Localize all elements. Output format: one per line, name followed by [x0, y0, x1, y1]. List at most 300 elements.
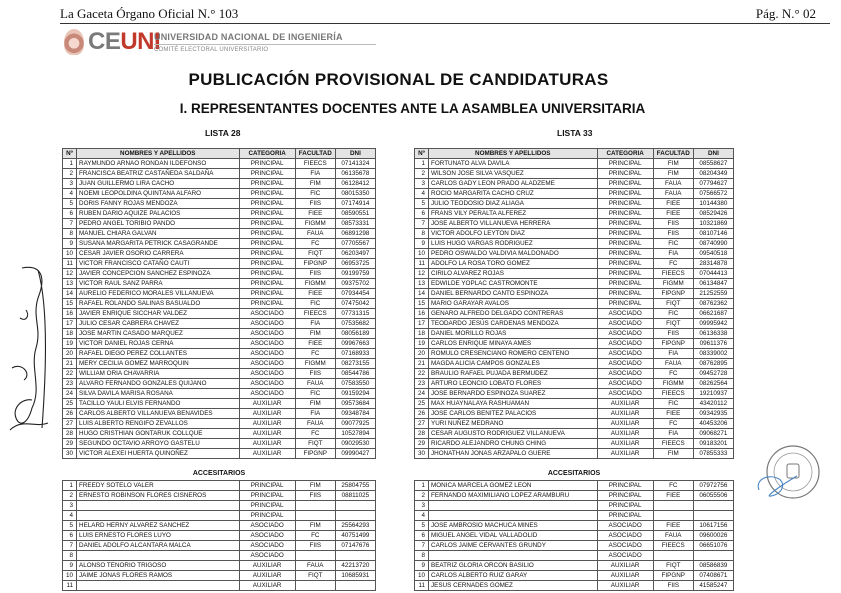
- candidate-name: JULIO CESAR CABRERA CHAVEZ: [77, 319, 240, 329]
- row-number: 16: [415, 309, 429, 319]
- faculty: FIEE: [653, 209, 693, 219]
- dni: 09375702: [335, 279, 375, 289]
- category: ASOCIADO: [239, 531, 295, 541]
- row-number: 14: [415, 289, 429, 299]
- faculty: FC: [653, 419, 693, 429]
- candidate-name: MANUEL CHIARA GALVAN: [77, 229, 240, 239]
- table-row: [415, 189, 734, 199]
- category: PRINCIPAL: [239, 299, 295, 309]
- dni: 08573331: [335, 219, 375, 229]
- table-row: [415, 159, 734, 169]
- candidate-name: FORTUNATO ALVA DAVILA: [429, 159, 598, 169]
- faculty: [653, 551, 693, 561]
- faculty: FIIS: [295, 369, 335, 379]
- category: ASOCIADO: [239, 309, 295, 319]
- dni: 07535682: [335, 319, 375, 329]
- candidate-name: JAVIER CONCEPCION SANCHEZ ESPINOZA: [77, 269, 240, 279]
- category: AUXILIAR: [239, 439, 295, 449]
- faculty: FIPGNP: [653, 571, 693, 581]
- dni: 40453206: [693, 419, 733, 429]
- table-row: [415, 279, 734, 289]
- category: ASOCIADO: [597, 541, 653, 551]
- candidate-name: LUIS ALBERTO RENGIFO ZEVALLOS: [77, 419, 240, 429]
- row-number: 5: [63, 521, 77, 531]
- candidate-name: RAFAEL DIEGO PEREZ COLLANTES: [77, 349, 240, 359]
- candidate-name: HUGO CRISTHIAN GONTARUK COLLQUE: [77, 429, 240, 439]
- dni: 08586839: [693, 561, 733, 571]
- dni: 09990427: [335, 449, 375, 459]
- faculty: FIPGNP: [295, 259, 335, 269]
- faculty: FIIS: [295, 491, 335, 501]
- row-number: 3: [415, 501, 429, 511]
- candidate-name: CESAR JAVIER OSORIO CARRERA: [77, 249, 240, 259]
- faculty: [653, 501, 693, 511]
- logo-wordmark: [88, 28, 160, 56]
- dni: [335, 501, 375, 511]
- dni: 43420112: [693, 399, 733, 409]
- faculty: FIC: [653, 399, 693, 409]
- dni: 10144380: [693, 199, 733, 209]
- row-number: 3: [415, 179, 429, 189]
- table-row: [415, 229, 734, 239]
- row-number: 18: [63, 329, 77, 339]
- faculty: FIEE: [653, 521, 693, 531]
- table-row: [63, 329, 376, 339]
- row-number: 9: [415, 239, 429, 249]
- faculty: FC: [653, 481, 693, 491]
- candidate-name: [77, 501, 240, 511]
- dni: [693, 501, 733, 511]
- dni: 10321869: [693, 219, 733, 229]
- ceuni-logo: [64, 28, 384, 58]
- candidate-name: CESAR AUGUSTO RODRIGUEZ VILLANUEVA: [429, 429, 598, 439]
- faculty: FIEECS: [295, 159, 335, 169]
- table-row: [415, 389, 734, 399]
- table-row: [415, 289, 734, 299]
- row-number: 7: [63, 219, 77, 229]
- candidate-name: ERNESTO ROBINSON FLORES CISNEROS: [77, 491, 240, 501]
- faculty: FIEE: [653, 199, 693, 209]
- faculty: FIQT: [295, 249, 335, 259]
- table-row: [415, 349, 734, 359]
- category: ASOCIADO: [597, 309, 653, 319]
- row-number: 7: [415, 219, 429, 229]
- list-label-28: LISTA 28: [205, 128, 241, 138]
- category: PRINCIPAL: [597, 179, 653, 189]
- row-number: 6: [415, 531, 429, 541]
- faculty: FIPGNP: [653, 339, 693, 349]
- faculty: FIA: [295, 409, 335, 419]
- table-row: [63, 269, 376, 279]
- category: AUXILIAR: [597, 581, 653, 591]
- dni: 41585247: [693, 581, 733, 591]
- category: PRINCIPAL: [597, 269, 653, 279]
- table-row: [415, 259, 734, 269]
- column-header: NOMBRES Y APELLIDOS: [77, 149, 240, 159]
- table-row: [415, 541, 734, 551]
- row-number: 7: [63, 541, 77, 551]
- candidate-name: MERY CECILIA GOMEZ MARROQUIN: [77, 359, 240, 369]
- dni: 08107146: [693, 229, 733, 239]
- dni: 09068271: [693, 429, 733, 439]
- dni: 42213720: [335, 561, 375, 571]
- dni: 08339002: [693, 349, 733, 359]
- faculty: FIEE: [295, 209, 335, 219]
- table-row: [415, 249, 734, 259]
- category: AUXILIAR: [239, 429, 295, 439]
- list-label-33: LISTA 33: [557, 128, 593, 138]
- category: PRINCIPAL: [239, 219, 295, 229]
- table-row: [415, 449, 734, 459]
- candidate-name: [429, 511, 598, 521]
- page-number: Pág. N.° 02: [755, 6, 816, 21]
- table-row: [63, 439, 376, 449]
- faculty: FIGMM: [653, 379, 693, 389]
- faculty: FIEECS: [653, 389, 693, 399]
- candidate-name: TACILLO YAULI ELVIS FERNANDO: [77, 399, 240, 409]
- table-row: [415, 551, 734, 561]
- category: ASOCIADO: [597, 379, 653, 389]
- dni: 09159294: [335, 389, 375, 399]
- category: ASOCIADO: [239, 521, 295, 531]
- candidate-name: WILSON JOSE SILVA VASQUEZ: [429, 169, 598, 179]
- row-number: 22: [415, 369, 429, 379]
- dni: 09540518: [693, 249, 733, 259]
- dni: 06621687: [693, 309, 733, 319]
- faculty: FIA: [653, 429, 693, 439]
- dni: [693, 511, 733, 521]
- dni: 08762362: [693, 299, 733, 309]
- row-number: 5: [415, 199, 429, 209]
- faculty: FIM: [653, 169, 693, 179]
- table-row: [415, 511, 734, 521]
- table-row: [63, 249, 376, 259]
- faculty: FIQT: [653, 319, 693, 329]
- table-row: [63, 219, 376, 229]
- table-row: [415, 521, 734, 531]
- row-number: 10: [415, 571, 429, 581]
- handwritten-signature-icon: [2, 258, 58, 438]
- university-seal-icon: [64, 29, 84, 55]
- table-row: [415, 209, 734, 219]
- category: PRINCIPAL: [597, 189, 653, 199]
- dni: [335, 551, 375, 561]
- dni: 08558627: [693, 159, 733, 169]
- category: AUXILIAR: [597, 561, 653, 571]
- dni: 09611376: [693, 339, 733, 349]
- dni: 09183201: [693, 439, 733, 449]
- table-row: [415, 359, 734, 369]
- column-header: DNI: [693, 149, 733, 159]
- dni: 07168933: [335, 349, 375, 359]
- category: PRINCIPAL: [597, 219, 653, 229]
- faculty: FIC: [295, 299, 335, 309]
- faculty: FAUA: [295, 379, 335, 389]
- candidate-name: GENARO ALFREDO DELGADO CONTRERAS: [429, 309, 598, 319]
- row-number: 21: [63, 359, 77, 369]
- candidate-name: MAX HUAYNALAYA RASHUAMAN: [429, 399, 598, 409]
- candidate-name: FRANCISCA BEATRIZ CASTAÑEDA SALDAÑA: [77, 169, 240, 179]
- row-number: 8: [63, 229, 77, 239]
- candidate-name: VICTOR RAUL SANZ PARRA: [77, 279, 240, 289]
- column-header: Nº: [63, 149, 77, 159]
- category: PRINCIPAL: [239, 501, 295, 511]
- candidate-name: MIGUEL ANGEL VIDAL VALLADOLID: [429, 531, 598, 541]
- category: PRINCIPAL: [239, 159, 295, 169]
- category: PRINCIPAL: [597, 491, 653, 501]
- candidate-name: [77, 551, 240, 561]
- dni: 07855333: [693, 449, 733, 459]
- category: PRINCIPAL: [239, 169, 295, 179]
- candidate-name: CARLOS JAIME CERVANTES GRUNDY: [429, 541, 598, 551]
- candidate-name: PEDRO ANGEL TORIBIO PANDO: [77, 219, 240, 229]
- table-row: [415, 501, 734, 511]
- candidate-name: JOSE CARLOS BENITEZ PALACIOS: [429, 409, 598, 419]
- candidate-name: FERNANDO MAXIMILIANO LOPEZ ARAMBURU: [429, 491, 598, 501]
- category: AUXILIAR: [597, 399, 653, 409]
- category: ASOCIADO: [597, 349, 653, 359]
- faculty: FIPGNP: [653, 289, 693, 299]
- candidate-name: TEODARDO JESÚS CARDENAS MENDOZA: [429, 319, 598, 329]
- category: PRINCIPAL: [597, 249, 653, 259]
- table-row: [63, 429, 376, 439]
- row-number: 30: [63, 449, 77, 459]
- faculty: FIIS: [653, 581, 693, 591]
- category: PRINCIPAL: [597, 511, 653, 521]
- dni: 06135678: [335, 169, 375, 179]
- row-number: 5: [415, 521, 429, 531]
- row-number: 6: [63, 531, 77, 541]
- candidate-name: ROCIO MARGARITA CACHO CRUZ: [429, 189, 598, 199]
- category: PRINCIPAL: [239, 289, 295, 299]
- faculty: FIIS: [295, 541, 335, 551]
- category: ASOCIADO: [239, 339, 295, 349]
- category: AUXILIAR: [597, 419, 653, 429]
- faculty: FIM: [295, 521, 335, 531]
- category: PRINCIPAL: [597, 259, 653, 269]
- dni: 06953725: [335, 259, 375, 269]
- dni: 07705567: [335, 239, 375, 249]
- column-header: CATEGORIA: [239, 149, 295, 159]
- row-number: 16: [63, 309, 77, 319]
- faculty: FIC: [295, 189, 335, 199]
- table-row: [63, 169, 376, 179]
- row-number: 18: [415, 329, 429, 339]
- table-lista-28-titulares: [62, 148, 376, 459]
- row-number: 2: [63, 169, 77, 179]
- row-number: 23: [415, 379, 429, 389]
- category: ASOCIADO: [239, 541, 295, 551]
- row-number: 1: [63, 481, 77, 491]
- dni: 08015350: [335, 189, 375, 199]
- dni: 08811025: [335, 491, 375, 501]
- row-number: 27: [63, 419, 77, 429]
- faculty: FC: [295, 349, 335, 359]
- candidate-name: MARIO GARAYAR AVALOS: [429, 299, 598, 309]
- row-number: 11: [415, 581, 429, 591]
- faculty: FIM: [653, 159, 693, 169]
- faculty: FIQT: [295, 571, 335, 581]
- row-number: 25: [63, 399, 77, 409]
- candidate-name: DANIEL ADOLFO ALCANTARA MALCA: [77, 541, 240, 551]
- candidate-name: JULIO TEODOSIO DIAZ ALIAGA: [429, 199, 598, 209]
- category: PRINCIPAL: [597, 501, 653, 511]
- table-row: [415, 269, 734, 279]
- row-number: 8: [415, 551, 429, 561]
- table-row: [415, 369, 734, 379]
- category: PRINCIPAL: [239, 249, 295, 259]
- candidate-name: JOSE AMBROSIO MACHUCA MINES: [429, 521, 598, 531]
- category: PRINCIPAL: [597, 289, 653, 299]
- dni: 10527894: [335, 429, 375, 439]
- table-row: [415, 379, 734, 389]
- row-number: 11: [63, 581, 77, 591]
- row-number: 2: [415, 491, 429, 501]
- category: ASOCIADO: [597, 319, 653, 329]
- faculty: FIIS: [653, 229, 693, 239]
- table-row: [415, 429, 734, 439]
- table-row: [63, 399, 376, 409]
- category: ASOCIADO: [597, 521, 653, 531]
- category: AUXILIAR: [239, 571, 295, 581]
- table-row: [415, 409, 734, 419]
- table-row: [415, 561, 734, 571]
- category: PRINCIPAL: [239, 279, 295, 289]
- category: ASOCIADO: [239, 359, 295, 369]
- dni: 07147676: [335, 541, 375, 551]
- row-number: 29: [63, 439, 77, 449]
- faculty: [295, 511, 335, 521]
- candidate-name: NOEMI LEOPOLDINA QUINTANA ALFARO: [77, 189, 240, 199]
- candidate-name: JAIME JONAS FLORES RAMOS: [77, 571, 240, 581]
- page-title: [0, 70, 841, 90]
- committee-name: COMITÉ ELECTORAL UNIVERSITARIO: [154, 47, 269, 53]
- table-header-row: [63, 149, 376, 159]
- table-row: [415, 491, 734, 501]
- table-row: [63, 531, 376, 541]
- faculty: FIA: [653, 249, 693, 259]
- row-number: 1: [415, 159, 429, 169]
- dni: 06891298: [335, 229, 375, 239]
- table-row: [63, 319, 376, 329]
- dni: 08740990: [693, 239, 733, 249]
- dni: 07141324: [335, 159, 375, 169]
- category: ASOCIADO: [597, 339, 653, 349]
- table-row: [415, 179, 734, 189]
- faculty: FIGMM: [295, 219, 335, 229]
- candidate-name: WILLIAM ORIA CHAVARRIA: [77, 369, 240, 379]
- table-row: [63, 339, 376, 349]
- candidate-name: CARLOS ALBERTO RUIZ GARAY: [429, 571, 598, 581]
- dni: 08262564: [693, 379, 733, 389]
- row-number: 4: [63, 189, 77, 199]
- accesitarios-label-33: ACCESITARIOS: [547, 470, 601, 477]
- dni: [693, 551, 733, 561]
- candidate-name: RAYMUNDO ARNAO RONDAN ILDEFONSO: [77, 159, 240, 169]
- candidate-name: MAGDA ALICIA CAMPOS GONZALES: [429, 359, 598, 369]
- faculty: FAUA: [653, 179, 693, 189]
- row-number: 14: [63, 289, 77, 299]
- category: PRINCIPAL: [597, 279, 653, 289]
- table-row: [415, 339, 734, 349]
- page-title-text: PUBLICACIÓN PROVISIONAL DE CANDIDATURAS: [188, 70, 609, 89]
- faculty: FIM: [295, 481, 335, 491]
- category: ASOCIADO: [239, 349, 295, 359]
- table-row: [63, 481, 376, 491]
- dni: 25804755: [335, 481, 375, 491]
- table-row: [63, 309, 376, 319]
- dni: 09600026: [693, 531, 733, 541]
- dni: 09199759: [335, 269, 375, 279]
- category: PRINCIPAL: [597, 229, 653, 239]
- row-number: 5: [63, 199, 77, 209]
- candidate-name: FRANS VILY PERALTA ALFEREZ: [429, 209, 598, 219]
- faculty: FIM: [295, 179, 335, 189]
- faculty: FC: [295, 531, 335, 541]
- row-number: 29: [415, 439, 429, 449]
- category: AUXILIAR: [597, 449, 653, 459]
- faculty: [295, 581, 335, 591]
- university-name: UNIVERSIDAD NACIONAL DE INGENIERÍA: [154, 32, 343, 42]
- candidate-name: VICTOR FRANCISCO CATAÑO CAUTI: [77, 259, 240, 269]
- table-row: [63, 199, 376, 209]
- accesitarios-label-28: ACCESITARIOS: [192, 470, 246, 477]
- faculty: FIEECS: [653, 439, 693, 449]
- candidate-name: [77, 581, 240, 591]
- candidate-name: FREEDY SOTELO VALER: [77, 481, 240, 491]
- table-lista-28-accesitarios: [62, 480, 376, 591]
- table-row: [63, 581, 376, 591]
- dni: 08762895: [693, 359, 733, 369]
- faculty: FC: [653, 259, 693, 269]
- table-row: [415, 169, 734, 179]
- faculty: FIEE: [653, 491, 693, 501]
- row-number: 2: [63, 491, 77, 501]
- row-number: 4: [63, 511, 77, 521]
- row-number: 8: [415, 229, 429, 239]
- table-row: [63, 501, 376, 511]
- table-row: [63, 389, 376, 399]
- candidate-name: RAFAEL ROLANDO SALINAS BASUALDO: [77, 299, 240, 309]
- category: AUXILIAR: [597, 571, 653, 581]
- row-number: 24: [415, 389, 429, 399]
- faculty: FIQT: [653, 299, 693, 309]
- candidate-name: CIRILO ALVAREZ ROJAS: [429, 269, 598, 279]
- candidate-name: BRAULIO RAFAEL PUJADA BERMUDEZ: [429, 369, 598, 379]
- faculty: FIA: [295, 319, 335, 329]
- table-row: [63, 551, 376, 561]
- category: PRINCIPAL: [239, 269, 295, 279]
- official-stamp-icon: [753, 440, 821, 508]
- dni: 06203497: [335, 249, 375, 259]
- row-number: 6: [415, 209, 429, 219]
- row-number: 11: [63, 259, 77, 269]
- row-number: 9: [63, 561, 77, 571]
- faculty: FC: [295, 239, 335, 249]
- candidate-name: YURI NUÑEZ MEDRANO: [429, 419, 598, 429]
- faculty: FIEE: [295, 339, 335, 349]
- category: ASOCIADO: [239, 551, 295, 561]
- candidate-name: RUBEN DARIO AQUIZE PALACIOS: [77, 209, 240, 219]
- row-number: 4: [415, 189, 429, 199]
- table-row: [63, 541, 376, 551]
- row-number: 12: [415, 269, 429, 279]
- table-row: [415, 419, 734, 429]
- dni: 07794627: [693, 179, 733, 189]
- faculty: FC: [653, 369, 693, 379]
- row-number: 3: [63, 179, 77, 189]
- category: PRINCIPAL: [239, 481, 295, 491]
